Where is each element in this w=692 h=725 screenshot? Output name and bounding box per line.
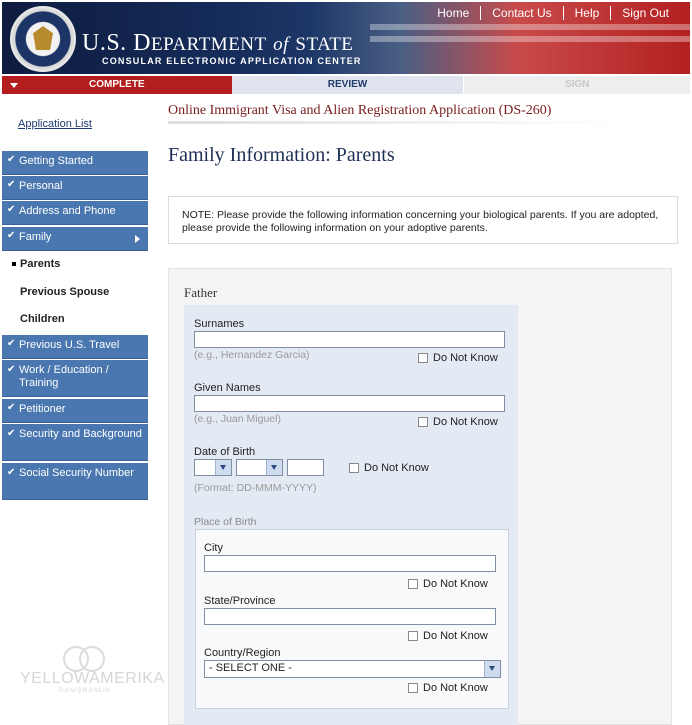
- do-not-know-label: Do Not Know: [433, 416, 498, 428]
- check-icon: ✔: [7, 364, 16, 375]
- sidebar-item-label: Petitioner: [19, 403, 66, 415]
- sidebar-item-family[interactable]: [2, 227, 148, 251]
- checkbox[interactable]: [418, 353, 428, 363]
- sidebar-item-label: Address and Phone: [19, 205, 116, 217]
- check-icon: ✔: [7, 230, 16, 241]
- watermark-logo: [20, 642, 165, 694]
- chevron-right-icon: [135, 235, 140, 243]
- parents-note: NOTE: Please provide the following information concerning your biological parents. If you are adopted, please provide the following information on your adoptive parents.: [168, 196, 678, 244]
- rings-icon: [20, 642, 150, 670]
- page-title: Family Information: Parents: [168, 144, 395, 166]
- city-do-not-know[interactable]: [408, 578, 488, 590]
- state-department-seal-icon: [10, 6, 76, 72]
- given-names-do-not-know[interactable]: [418, 416, 498, 428]
- checkbox[interactable]: [408, 683, 418, 693]
- city-label: City: [204, 542, 223, 554]
- step-sign: [464, 76, 690, 94]
- application-heading: Online Immigrant Visa and Alien Registration Application (DS-260): [168, 103, 552, 118]
- check-icon: ✔: [7, 402, 16, 413]
- sidebar-item-previous-travel[interactable]: [2, 335, 148, 359]
- sidebar-item-personal[interactable]: [2, 176, 148, 200]
- watermark-subtext: DANIŞMANLIK: [59, 688, 111, 694]
- checkbox[interactable]: [418, 417, 428, 427]
- nav-contact-link[interactable]: Contact Us: [480, 6, 562, 20]
- step-review: [232, 76, 465, 94]
- step-complete: [2, 76, 232, 94]
- surnames-do-not-know[interactable]: [418, 352, 498, 364]
- country-do-not-know[interactable]: [408, 682, 488, 694]
- sidebar-item-address-phone[interactable]: [2, 201, 148, 225]
- state-input[interactable]: [204, 608, 496, 625]
- country-select-value: - SELECT ONE -: [209, 662, 292, 674]
- chevron-down-icon: [266, 460, 282, 475]
- check-icon: ✔: [7, 204, 16, 215]
- do-not-know-label: Do Not Know: [423, 682, 488, 694]
- nav-home-link[interactable]: Home: [437, 6, 470, 20]
- sidebar-item-label: Social Security Number: [19, 467, 134, 479]
- checkbox[interactable]: [408, 631, 418, 641]
- given-names-input[interactable]: [194, 395, 505, 412]
- site-subtitle: CONSULAR ELECTRONIC APPLICATION CENTER: [102, 56, 362, 66]
- check-icon: ✔: [7, 428, 16, 439]
- state-do-not-know[interactable]: [408, 630, 488, 642]
- sidebar-subitem-children[interactable]: Children: [20, 313, 65, 325]
- dob-month-select[interactable]: [236, 459, 283, 476]
- sidebar-item-label: Security and Background: [19, 428, 142, 440]
- sidebar-item-label: Getting Started: [19, 155, 93, 167]
- check-icon: ✔: [7, 467, 16, 478]
- check-icon: ✔: [7, 338, 16, 349]
- sidebar-item-petitioner[interactable]: [2, 399, 148, 423]
- sidebar-subitem-parents[interactable]: Parents: [20, 258, 61, 270]
- pob-label: Place of Birth: [194, 516, 257, 528]
- do-not-know-label: Do Not Know: [423, 578, 488, 590]
- dob-day-select[interactable]: [194, 459, 232, 476]
- flag-stripe: [370, 36, 690, 42]
- sidebar-item-security[interactable]: [2, 424, 148, 461]
- eagle-icon: [33, 26, 53, 50]
- sidebar-item-label: Previous U.S. Travel: [19, 339, 120, 351]
- country-label: Country/Region: [204, 647, 281, 659]
- step-sign-label: SIGN: [564, 79, 590, 90]
- surnames-label: Surnames: [194, 318, 245, 330]
- progress-bar: [2, 76, 690, 94]
- do-not-know-label: Do Not Know: [423, 630, 488, 642]
- state-label: State/Province: [204, 595, 276, 607]
- dob-do-not-know[interactable]: [349, 462, 429, 474]
- surnames-hint: (e.g., Hernandez Garcia): [194, 349, 310, 361]
- city-input[interactable]: [204, 555, 496, 572]
- chevron-down-icon: [215, 460, 231, 475]
- nav-sign-out-link[interactable]: Sign Out: [610, 6, 680, 20]
- surnames-input[interactable]: [194, 331, 505, 348]
- given-names-label: Given Names: [194, 382, 261, 394]
- check-icon: ✔: [7, 154, 16, 165]
- sidebar-item-label: Family: [19, 231, 52, 243]
- sidebar-item-work-education[interactable]: [2, 360, 148, 397]
- sidebar-item-getting-started[interactable]: [2, 151, 148, 175]
- sidebar-item-label: Personal: [19, 180, 63, 192]
- sidebar-subitem-previous-spouse[interactable]: Previous Spouse: [20, 286, 110, 298]
- application-list-link[interactable]: Application List: [18, 118, 92, 130]
- checkbox[interactable]: [349, 463, 359, 473]
- watermark-text: YELLOWAMERIKA: [20, 670, 165, 687]
- do-not-know-label: Do Not Know: [364, 462, 429, 474]
- chevron-down-icon: [484, 661, 500, 677]
- father-heading: Father: [184, 285, 218, 300]
- flag-stripe: [370, 24, 690, 30]
- site-header: [2, 2, 690, 74]
- check-icon: ✔: [7, 179, 16, 190]
- country-select[interactable]: [204, 660, 501, 678]
- step-complete-label: COMPLETE: [89, 79, 145, 90]
- dob-hint: (Format: DD-MMM-YYYY): [194, 482, 317, 494]
- nav-help-link[interactable]: Help: [563, 6, 611, 20]
- given-names-hint: (e.g., Juan Miguel): [194, 413, 281, 425]
- dob-year-input[interactable]: [287, 459, 324, 476]
- dob-label: Date of Birth: [194, 446, 256, 458]
- top-nav: [426, 6, 680, 20]
- step-review-label: REVIEW: [327, 79, 368, 90]
- sidebar-item-label: Work / Education / Training: [19, 364, 109, 389]
- do-not-know-label: Do Not Know: [433, 352, 498, 364]
- sidebar-item-social-security[interactable]: [2, 463, 148, 500]
- heading-divider: [168, 121, 628, 124]
- site-title: U.S. DEPARTMENT of STATE: [82, 30, 354, 56]
- checkbox[interactable]: [408, 579, 418, 589]
- caret-down-icon: [10, 83, 18, 88]
